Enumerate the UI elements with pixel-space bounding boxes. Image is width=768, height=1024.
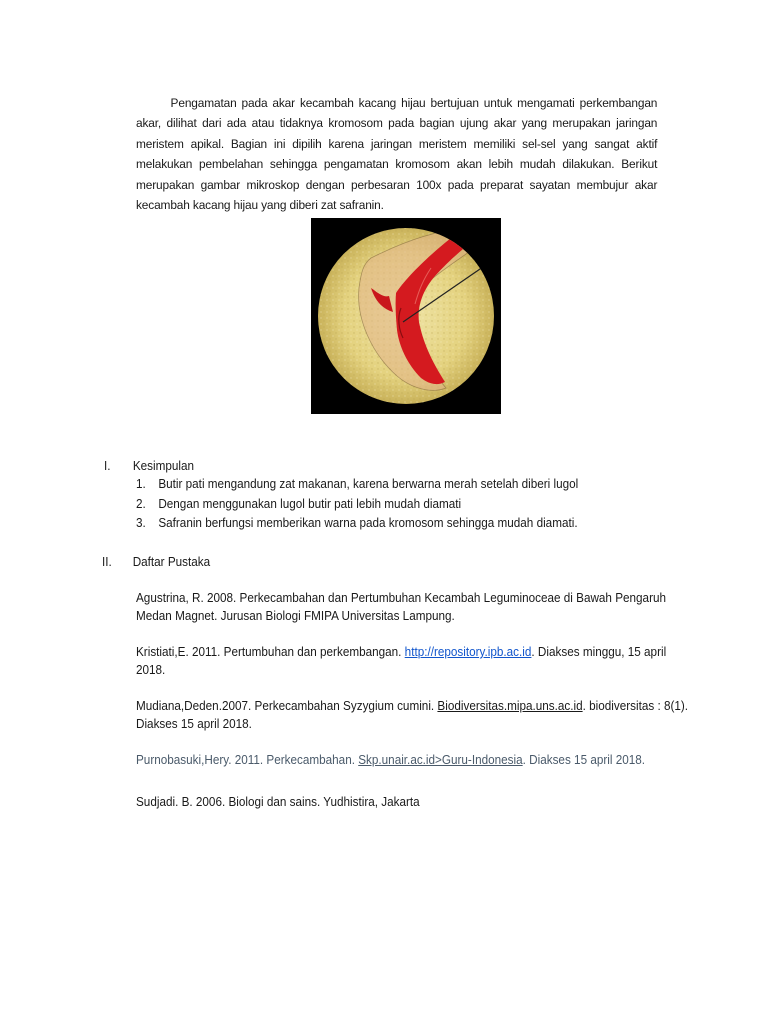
reference-item: Purnobasuki,Hery. 2011. Perkecambahan. Skp.unair.ac.id>Guru-Indonesia. Diakses 15 april 2018. xyxy=(136,753,646,767)
list-item: 1. Butir pati mengandung zat makanan, karena berwarna merah setelah diberi lugol xyxy=(136,477,579,491)
reference-link[interactable]: Skp.unair.ac.id>Guru-Indonesia xyxy=(358,753,523,767)
kesimpulan-list xyxy=(136,475,578,534)
intro-paragraph xyxy=(136,93,657,215)
list-item: 2. Dengan menggunakan lugol butir pati lebih mudah diamati xyxy=(136,496,462,511)
reference-item: Mudiana,Deden.2007. Perkecambahan Syzygium cumini. Biodiversitas.mipa.uns.ac.id. biodiversitas : 8(1). Diakses 15 april 2018. xyxy=(136,699,689,731)
section-numeral: II. xyxy=(102,555,112,569)
reference-item: Kristiati,E. 2011. Pertumbuhan dan perkembangan. http://repository.ipb.ac.id. Diakses minggu, 15 april 2018. xyxy=(136,645,667,677)
list-item: 3. Safranin berfungsi memberikan warna pada kromosom sehingga mudah diamati. xyxy=(136,516,578,531)
reference-item: Agustrina, R. 2008. Perkecambahan dan Pertumbuhan Kecambah Leguminoceae di Bawah Pengaruh Medan Magnet. Jurusan Biologi FMIPA Universitas Lampung. xyxy=(136,591,667,623)
reference-item: Sudjadi. B. 2006. Biologi dan sains. Yudhistira, Jakarta xyxy=(136,795,420,809)
microscope-image xyxy=(311,218,501,414)
section-title: Daftar Pustaka xyxy=(132,555,211,569)
section-title: Kesimpulan xyxy=(132,459,195,473)
reference-link[interactable]: http://repository.ipb.ac.id xyxy=(404,645,532,659)
intro-text: Pengamatan pada akar kecambah kacang hijau bertujuan untuk mengamati perkembangan akar, dilihat dari ada atau tidaknya kromosom pada bagian ujung akar yang merupakan jaringan meristem apikal. Bagian ini dipilih karena jaringan meristem memiliki sel-sel yang sangat aktif melakukan pembelahan sehingga pengamatan kromosom akan lebih mudah dilakukan. Berikut merupakan gambar mikroskop dengan perbesaran 100x pada preparat sayatan membujur akar kecambah kacang hijau yang diberi zat safranin. xyxy=(136,96,658,213)
section-numeral: I. xyxy=(104,459,111,473)
reference-link[interactable]: Biodiversitas.mipa.uns.ac.id xyxy=(437,699,583,713)
microscope-field-drawing xyxy=(311,218,501,414)
